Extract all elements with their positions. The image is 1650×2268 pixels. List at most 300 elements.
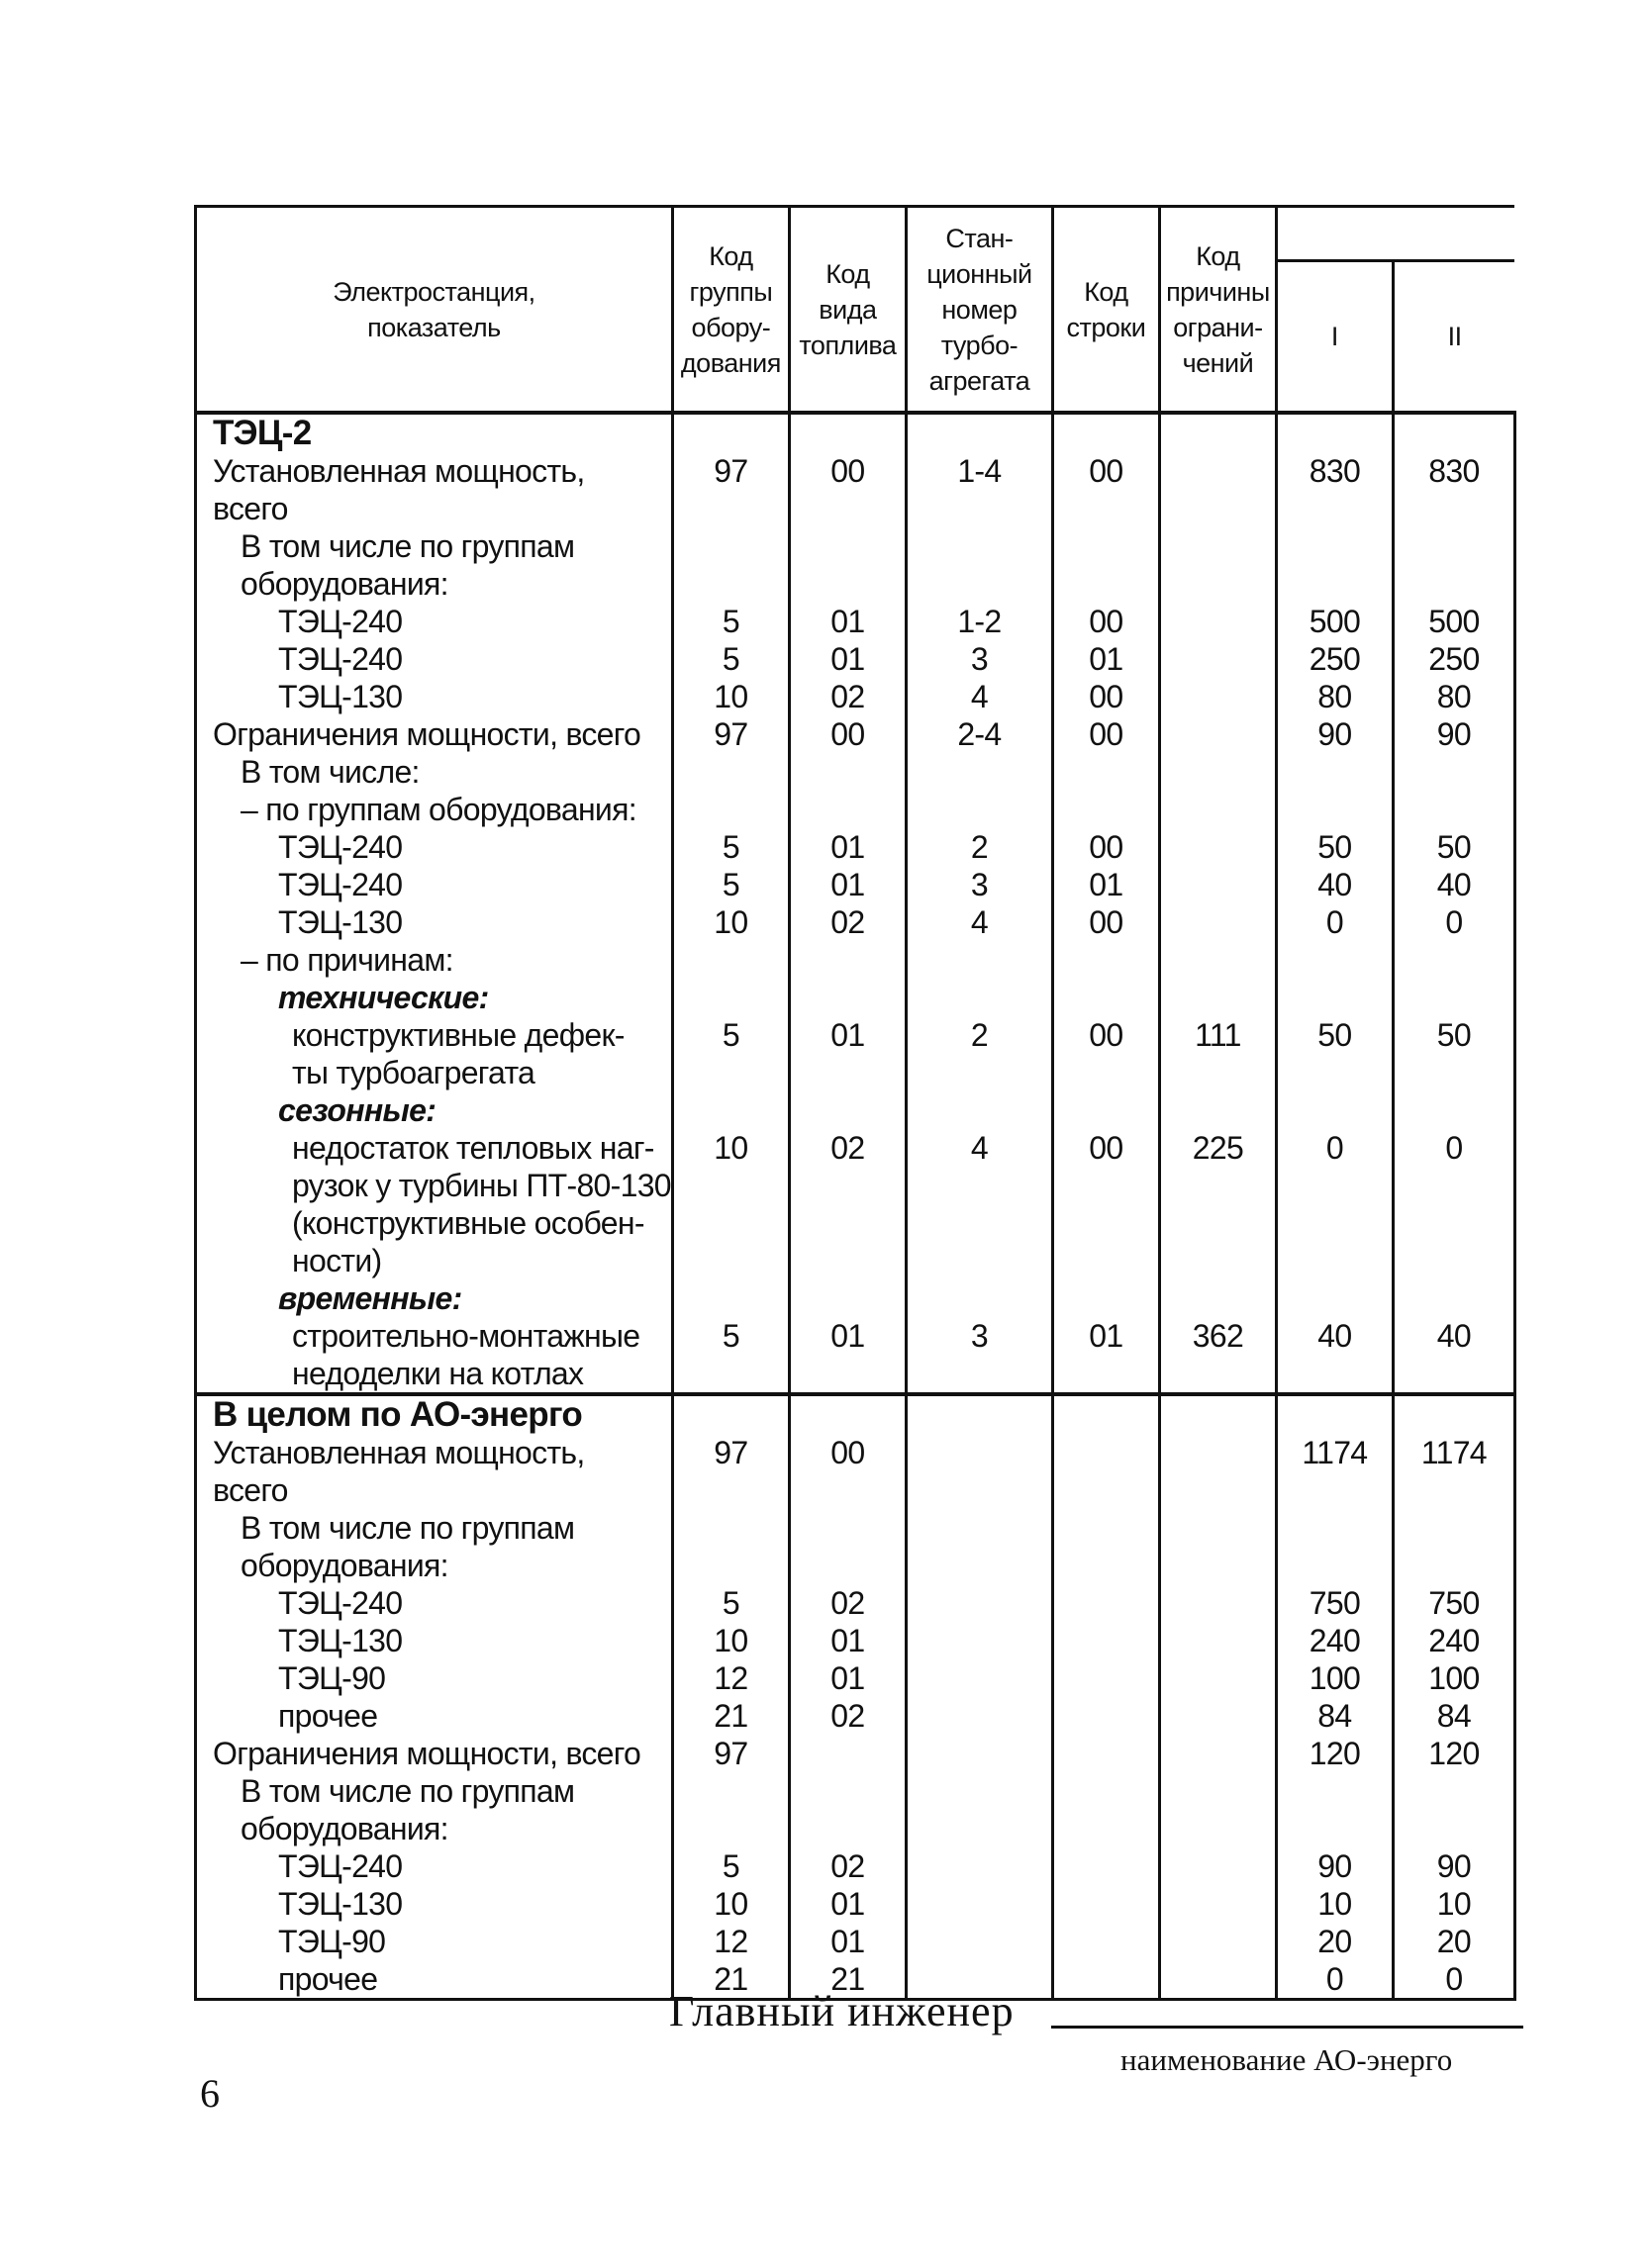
period-2-cell: 750 bbox=[1393, 1584, 1514, 1622]
group-code-cell bbox=[672, 1810, 789, 1847]
period-1-cell bbox=[1276, 1810, 1393, 1847]
table-row bbox=[196, 1735, 1515, 1772]
fuel-code-cell bbox=[789, 1091, 906, 1129]
section-title: ТЭЦ-2 bbox=[196, 413, 673, 452]
fuel-code-cell bbox=[789, 1547, 906, 1584]
line-code-cell bbox=[1052, 753, 1159, 791]
reason-code-cell bbox=[1159, 1204, 1276, 1242]
header-line-code: Код строки bbox=[1052, 207, 1159, 414]
line-code-cell bbox=[1052, 941, 1159, 979]
line-code-cell: 00 bbox=[1052, 452, 1159, 490]
period-2-cell bbox=[1393, 1394, 1514, 1434]
period-2-cell bbox=[1393, 1279, 1514, 1317]
table-row bbox=[196, 1923, 1515, 1960]
group-code-cell bbox=[672, 1091, 789, 1129]
unit-number-cell bbox=[906, 1810, 1052, 1847]
table-body bbox=[196, 413, 1515, 2000]
fuel-code-cell: 02 bbox=[789, 1847, 906, 1885]
reason-code-cell bbox=[1159, 1697, 1276, 1735]
reason-code-cell bbox=[1159, 1434, 1276, 1471]
unit-number-cell bbox=[906, 791, 1052, 828]
group-code-cell: 97 bbox=[672, 1434, 789, 1471]
group-code-cell: 5 bbox=[672, 866, 789, 903]
table-row bbox=[196, 828, 1515, 866]
reason-code-cell bbox=[1159, 1091, 1276, 1129]
line-code-cell bbox=[1052, 1923, 1159, 1960]
table-row bbox=[196, 1167, 1515, 1204]
reason-code-cell bbox=[1159, 715, 1276, 753]
period-2-cell bbox=[1393, 1054, 1514, 1091]
row-label: В том числе: bbox=[196, 753, 673, 791]
unit-number-cell bbox=[906, 1471, 1052, 1509]
row-label: всего bbox=[196, 1471, 673, 1509]
row-label: ТЭЦ-90 bbox=[196, 1923, 673, 1960]
row-label: ты турбоагрегата bbox=[196, 1054, 673, 1091]
group-code-cell: 5 bbox=[672, 828, 789, 866]
table-row bbox=[196, 979, 1515, 1016]
fuel-code-cell: 00 bbox=[789, 715, 906, 753]
table-row bbox=[196, 640, 1515, 678]
unit-number-cell bbox=[906, 1355, 1052, 1394]
group-code-cell: 5 bbox=[672, 603, 789, 640]
header-reason-code: Код причины ограни- чений bbox=[1159, 207, 1276, 414]
period-2-cell: 80 bbox=[1393, 678, 1514, 715]
row-label: В том числе по группам bbox=[196, 1509, 673, 1547]
row-label: ТЭЦ-130 bbox=[196, 903, 673, 941]
period-2-cell bbox=[1393, 1547, 1514, 1584]
line-code-cell bbox=[1052, 1054, 1159, 1091]
period-2-cell bbox=[1393, 791, 1514, 828]
group-code-cell bbox=[672, 1509, 789, 1547]
row-label: Ограничения мощности, всего bbox=[196, 715, 673, 753]
line-code-cell bbox=[1052, 1810, 1159, 1847]
reason-code-cell bbox=[1159, 866, 1276, 903]
table-row bbox=[196, 1394, 1515, 1434]
table-row bbox=[196, 413, 1515, 452]
row-label: – по причинам: bbox=[196, 941, 673, 979]
unit-number-cell: 2-4 bbox=[906, 715, 1052, 753]
unit-number-cell: 2 bbox=[906, 828, 1052, 866]
unit-number-cell: 4 bbox=[906, 903, 1052, 941]
reason-code-cell bbox=[1159, 603, 1276, 640]
period-1-cell: 50 bbox=[1276, 1016, 1393, 1054]
group-code-cell bbox=[672, 1054, 789, 1091]
fuel-code-cell: 01 bbox=[789, 1659, 906, 1697]
period-2-cell bbox=[1393, 413, 1514, 452]
table-row bbox=[196, 603, 1515, 640]
category-title: временные: bbox=[196, 1279, 673, 1317]
row-label: оборудования: bbox=[196, 1810, 673, 1847]
row-label: В том числе по группам bbox=[196, 527, 673, 565]
reason-code-cell bbox=[1159, 1885, 1276, 1923]
period-2-cell: 250 bbox=[1393, 640, 1514, 678]
period-1-cell bbox=[1276, 1242, 1393, 1279]
header-period-1: I bbox=[1276, 261, 1393, 414]
fuel-code-cell bbox=[789, 1279, 906, 1317]
row-label: недостаток тепловых наг- bbox=[196, 1129, 673, 1167]
unit-number-cell bbox=[906, 490, 1052, 527]
line-code-cell bbox=[1052, 527, 1159, 565]
table-row bbox=[196, 527, 1515, 565]
table-row bbox=[196, 1547, 1515, 1584]
fuel-code-cell: 02 bbox=[789, 903, 906, 941]
row-label: оборудования: bbox=[196, 565, 673, 603]
reason-code-cell bbox=[1159, 565, 1276, 603]
group-code-cell: 5 bbox=[672, 640, 789, 678]
line-code-cell: 00 bbox=[1052, 603, 1159, 640]
period-1-cell: 84 bbox=[1276, 1697, 1393, 1735]
table-row bbox=[196, 866, 1515, 903]
group-code-cell bbox=[672, 1279, 789, 1317]
fuel-code-cell bbox=[789, 1167, 906, 1204]
reason-code-cell bbox=[1159, 1054, 1276, 1091]
page-number: 6 bbox=[200, 2071, 220, 2116]
row-label: прочее bbox=[196, 1697, 673, 1735]
period-2-cell: 40 bbox=[1393, 866, 1514, 903]
period-2-cell bbox=[1393, 527, 1514, 565]
period-2-cell: 20 bbox=[1393, 1923, 1514, 1960]
table-row bbox=[196, 1772, 1515, 1810]
unit-number-cell bbox=[906, 1847, 1052, 1885]
reason-code-cell bbox=[1159, 903, 1276, 941]
row-label: прочее bbox=[196, 1960, 673, 2000]
reason-code-cell bbox=[1159, 1772, 1276, 1810]
reason-code-cell bbox=[1159, 979, 1276, 1016]
period-1-cell: 10 bbox=[1276, 1885, 1393, 1923]
period-2-cell: 100 bbox=[1393, 1659, 1514, 1697]
unit-number-cell bbox=[906, 1923, 1052, 1960]
group-code-cell bbox=[672, 1355, 789, 1394]
reason-code-cell: 225 bbox=[1159, 1129, 1276, 1167]
reason-code-cell bbox=[1159, 640, 1276, 678]
row-label: оборудования: bbox=[196, 1547, 673, 1584]
row-label: ТЭЦ-130 bbox=[196, 1622, 673, 1659]
line-code-cell: 01 bbox=[1052, 640, 1159, 678]
unit-number-cell bbox=[906, 1242, 1052, 1279]
unit-number-cell bbox=[906, 1204, 1052, 1242]
fuel-code-cell bbox=[789, 527, 906, 565]
group-code-cell: 21 bbox=[672, 1960, 789, 2000]
group-code-cell bbox=[672, 1471, 789, 1509]
period-2-cell: 50 bbox=[1393, 828, 1514, 866]
header-periods bbox=[1276, 207, 1514, 261]
fuel-code-cell: 01 bbox=[789, 1885, 906, 1923]
group-code-cell bbox=[672, 527, 789, 565]
header-group-code: Код группы обору- дования bbox=[672, 207, 789, 414]
period-1-cell bbox=[1276, 1091, 1393, 1129]
reason-code-cell bbox=[1159, 1547, 1276, 1584]
line-code-cell bbox=[1052, 1622, 1159, 1659]
group-code-cell: 5 bbox=[672, 1317, 789, 1355]
table-row bbox=[196, 715, 1515, 753]
line-code-cell bbox=[1052, 1355, 1159, 1394]
period-1-cell bbox=[1276, 527, 1393, 565]
reason-code-cell bbox=[1159, 1584, 1276, 1622]
row-label: ТЭЦ-240 bbox=[196, 1584, 673, 1622]
unit-number-cell: 3 bbox=[906, 866, 1052, 903]
reason-code-cell: 362 bbox=[1159, 1317, 1276, 1355]
unit-number-cell bbox=[906, 1885, 1052, 1923]
section-title: В целом по АО-энерго bbox=[196, 1394, 673, 1434]
row-label: (конструктивные особен- bbox=[196, 1204, 673, 1242]
category-title: сезонные: bbox=[196, 1091, 673, 1129]
reason-code-cell bbox=[1159, 490, 1276, 527]
unit-number-cell bbox=[906, 1772, 1052, 1810]
group-code-cell: 97 bbox=[672, 1735, 789, 1772]
reason-code-cell bbox=[1159, 941, 1276, 979]
fuel-code-cell bbox=[789, 1735, 906, 1772]
unit-number-cell bbox=[906, 1054, 1052, 1091]
reason-code-cell bbox=[1159, 1394, 1276, 1434]
period-1-cell: 830 bbox=[1276, 452, 1393, 490]
period-2-cell: 10 bbox=[1393, 1885, 1514, 1923]
group-code-cell: 12 bbox=[672, 1659, 789, 1697]
line-code-cell bbox=[1052, 490, 1159, 527]
fuel-code-cell bbox=[789, 565, 906, 603]
line-code-cell bbox=[1052, 1772, 1159, 1810]
group-code-cell bbox=[672, 753, 789, 791]
period-2-cell: 120 bbox=[1393, 1735, 1514, 1772]
unit-number-cell bbox=[906, 1735, 1052, 1772]
period-1-cell: 100 bbox=[1276, 1659, 1393, 1697]
table-row bbox=[196, 1697, 1515, 1735]
table-row bbox=[196, 1242, 1515, 1279]
line-code-cell: 00 bbox=[1052, 715, 1159, 753]
header-station: Электростанция, показатель bbox=[196, 207, 673, 414]
table-row bbox=[196, 565, 1515, 603]
fuel-code-cell: 21 bbox=[789, 1960, 906, 2000]
period-1-cell bbox=[1276, 1547, 1393, 1584]
header-period-2: II bbox=[1393, 261, 1514, 414]
line-code-cell bbox=[1052, 1697, 1159, 1735]
row-label: ТЭЦ-130 bbox=[196, 1885, 673, 1923]
group-code-cell bbox=[672, 979, 789, 1016]
group-code-cell: 10 bbox=[672, 1885, 789, 1923]
period-1-cell: 0 bbox=[1276, 903, 1393, 941]
line-code-cell bbox=[1052, 1471, 1159, 1509]
table-row bbox=[196, 490, 1515, 527]
fuel-code-cell: 01 bbox=[789, 1016, 906, 1054]
group-code-cell: 5 bbox=[672, 1016, 789, 1054]
row-label: ТЭЦ-240 bbox=[196, 828, 673, 866]
group-code-cell: 12 bbox=[672, 1923, 789, 1960]
line-code-cell bbox=[1052, 1394, 1159, 1434]
period-2-cell bbox=[1393, 1509, 1514, 1547]
period-2-cell bbox=[1393, 490, 1514, 527]
unit-number-cell bbox=[906, 1622, 1052, 1659]
unit-number-cell bbox=[906, 979, 1052, 1016]
period-1-cell bbox=[1276, 565, 1393, 603]
group-code-cell bbox=[672, 565, 789, 603]
reason-code-cell bbox=[1159, 1471, 1276, 1509]
period-1-cell: 240 bbox=[1276, 1622, 1393, 1659]
period-1-cell bbox=[1276, 1279, 1393, 1317]
unit-number-cell bbox=[906, 941, 1052, 979]
period-2-cell bbox=[1393, 1471, 1514, 1509]
period-1-cell bbox=[1276, 413, 1393, 452]
unit-number-cell bbox=[906, 1167, 1052, 1204]
group-code-cell: 10 bbox=[672, 903, 789, 941]
fuel-code-cell: 02 bbox=[789, 1584, 906, 1622]
table-row bbox=[196, 1885, 1515, 1923]
fuel-code-cell bbox=[789, 413, 906, 452]
period-1-cell: 90 bbox=[1276, 715, 1393, 753]
line-code-cell bbox=[1052, 1584, 1159, 1622]
line-code-cell bbox=[1052, 1735, 1159, 1772]
period-2-cell bbox=[1393, 941, 1514, 979]
period-2-cell bbox=[1393, 1772, 1514, 1810]
fuel-code-cell: 01 bbox=[789, 1923, 906, 1960]
period-1-cell: 250 bbox=[1276, 640, 1393, 678]
fuel-code-cell bbox=[789, 753, 906, 791]
reason-code-cell bbox=[1159, 1242, 1276, 1279]
table-row bbox=[196, 678, 1515, 715]
table-row bbox=[196, 1810, 1515, 1847]
period-1-cell: 120 bbox=[1276, 1735, 1393, 1772]
row-label: строительно-монтажные bbox=[196, 1317, 673, 1355]
line-code-cell: 00 bbox=[1052, 678, 1159, 715]
group-code-cell bbox=[672, 1167, 789, 1204]
reason-code-cell bbox=[1159, 1960, 1276, 2000]
reason-code-cell: 111 bbox=[1159, 1016, 1276, 1054]
line-code-cell bbox=[1052, 1659, 1159, 1697]
group-code-cell bbox=[672, 1772, 789, 1810]
table-row bbox=[196, 753, 1515, 791]
period-1-cell: 1174 bbox=[1276, 1434, 1393, 1471]
period-1-cell: 40 bbox=[1276, 866, 1393, 903]
unit-number-cell bbox=[906, 1509, 1052, 1547]
group-code-cell bbox=[672, 1204, 789, 1242]
reason-code-cell bbox=[1159, 1659, 1276, 1697]
unit-number-cell bbox=[906, 1659, 1052, 1697]
row-label: недоделки на котлах bbox=[196, 1355, 673, 1394]
group-code-cell: 10 bbox=[672, 1622, 789, 1659]
period-1-cell bbox=[1276, 1167, 1393, 1204]
group-code-cell: 21 bbox=[672, 1697, 789, 1735]
line-code-cell bbox=[1052, 1091, 1159, 1129]
row-label: конструктивные дефек- bbox=[196, 1016, 673, 1054]
fuel-code-cell: 00 bbox=[789, 1434, 906, 1471]
line-code-cell bbox=[1052, 1167, 1159, 1204]
table-row bbox=[196, 1129, 1515, 1167]
period-2-cell bbox=[1393, 1091, 1514, 1129]
line-code-cell: 00 bbox=[1052, 903, 1159, 941]
group-code-cell bbox=[672, 1242, 789, 1279]
line-code-cell bbox=[1052, 1242, 1159, 1279]
period-1-cell bbox=[1276, 1054, 1393, 1091]
table-row bbox=[196, 1622, 1515, 1659]
unit-number-cell bbox=[906, 753, 1052, 791]
line-code-cell bbox=[1052, 1434, 1159, 1471]
row-label: ТЭЦ-240 bbox=[196, 603, 673, 640]
reason-code-cell bbox=[1159, 1279, 1276, 1317]
fuel-code-cell bbox=[789, 791, 906, 828]
reason-code-cell bbox=[1159, 1810, 1276, 1847]
period-2-cell: 90 bbox=[1393, 1847, 1514, 1885]
unit-number-cell bbox=[906, 1434, 1052, 1471]
unit-number-cell: 1-4 bbox=[906, 452, 1052, 490]
period-1-cell bbox=[1276, 753, 1393, 791]
period-2-cell: 1174 bbox=[1393, 1434, 1514, 1471]
period-2-cell: 0 bbox=[1393, 1960, 1514, 2000]
period-2-cell bbox=[1393, 979, 1514, 1016]
fuel-code-cell: 01 bbox=[789, 603, 906, 640]
line-code-cell bbox=[1052, 1509, 1159, 1547]
group-code-cell bbox=[672, 1394, 789, 1434]
period-2-cell: 240 bbox=[1393, 1622, 1514, 1659]
category-title: технические: bbox=[196, 979, 673, 1016]
unit-number-cell bbox=[906, 1091, 1052, 1129]
table-row bbox=[196, 1509, 1515, 1547]
fuel-code-cell: 02 bbox=[789, 1129, 906, 1167]
fuel-code-cell bbox=[789, 1242, 906, 1279]
fuel-code-cell bbox=[789, 1355, 906, 1394]
table-row bbox=[196, 452, 1515, 490]
group-code-cell: 5 bbox=[672, 1847, 789, 1885]
group-code-cell bbox=[672, 791, 789, 828]
period-2-cell bbox=[1393, 1167, 1514, 1204]
period-1-cell bbox=[1276, 1394, 1393, 1434]
table-row bbox=[196, 1279, 1515, 1317]
period-1-cell: 750 bbox=[1276, 1584, 1393, 1622]
row-label: Установленная мощность, bbox=[196, 1434, 673, 1471]
table-row bbox=[196, 1659, 1515, 1697]
group-code-cell bbox=[672, 941, 789, 979]
signature-line bbox=[1051, 2026, 1523, 2029]
table-row bbox=[196, 1054, 1515, 1091]
row-label: ТЭЦ-240 bbox=[196, 640, 673, 678]
table-row bbox=[196, 1016, 1515, 1054]
unit-number-cell bbox=[906, 527, 1052, 565]
line-code-cell bbox=[1052, 1204, 1159, 1242]
table-row bbox=[196, 1471, 1515, 1509]
group-code-cell: 10 bbox=[672, 1129, 789, 1167]
group-code-cell bbox=[672, 490, 789, 527]
unit-number-cell bbox=[906, 413, 1052, 452]
unit-number-cell bbox=[906, 1584, 1052, 1622]
group-code-cell: 10 bbox=[672, 678, 789, 715]
line-code-cell bbox=[1052, 565, 1159, 603]
row-label: В том числе по группам bbox=[196, 1772, 673, 1810]
table-row bbox=[196, 1434, 1515, 1471]
row-label: всего bbox=[196, 490, 673, 527]
line-code-cell bbox=[1052, 413, 1159, 452]
period-2-cell bbox=[1393, 565, 1514, 603]
fuel-code-cell bbox=[789, 490, 906, 527]
reason-code-cell bbox=[1159, 1923, 1276, 1960]
line-code-cell bbox=[1052, 1885, 1159, 1923]
period-2-cell: 40 bbox=[1393, 1317, 1514, 1355]
signature-caption: наименование АО-энерго bbox=[1120, 2042, 1453, 2077]
reason-code-cell bbox=[1159, 452, 1276, 490]
period-2-cell: 500 bbox=[1393, 603, 1514, 640]
period-2-cell bbox=[1393, 1242, 1514, 1279]
reason-code-cell bbox=[1159, 1167, 1276, 1204]
period-1-cell bbox=[1276, 1772, 1393, 1810]
group-code-cell bbox=[672, 1547, 789, 1584]
line-code-cell: 00 bbox=[1052, 1016, 1159, 1054]
row-label: Установленная мощность, bbox=[196, 452, 673, 490]
line-code-cell bbox=[1052, 1847, 1159, 1885]
period-1-cell bbox=[1276, 1204, 1393, 1242]
reason-code-cell bbox=[1159, 413, 1276, 452]
period-1-cell: 80 bbox=[1276, 678, 1393, 715]
period-2-cell bbox=[1393, 753, 1514, 791]
line-code-cell: 00 bbox=[1052, 828, 1159, 866]
period-2-cell: 90 bbox=[1393, 715, 1514, 753]
period-1-cell: 0 bbox=[1276, 1129, 1393, 1167]
period-2-cell bbox=[1393, 1355, 1514, 1394]
